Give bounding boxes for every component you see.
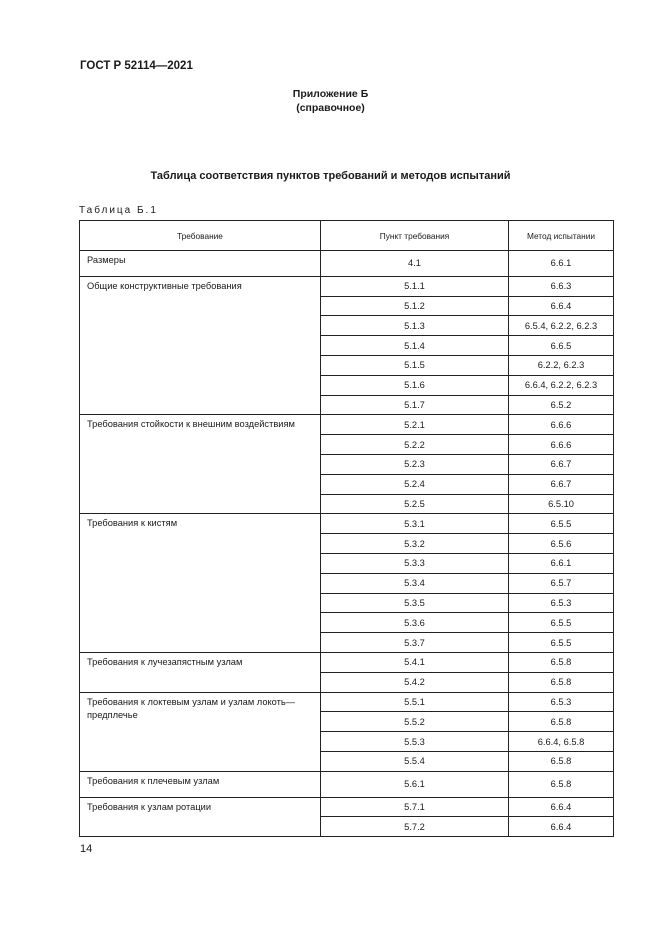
method-cell: 6.5.4, 6.2.2, 6.2.3 [509,316,614,336]
method-cell: 6.6.4 [509,817,614,837]
clause-cell: 5.1.1 [321,276,509,296]
method-cell: 6.6.7 [509,474,614,494]
clause-cell: 5.1.2 [321,296,509,316]
clause-cell: 5.3.4 [321,573,509,593]
table-row [80,771,614,797]
table-label: Таблица Б.1 [79,205,158,216]
method-cell: 6.6.4, 6.5.8 [509,732,614,752]
page-title: Таблица соответствия пунктов требований и методов испытаний [150,170,511,182]
method-cell: 6.5.7 [509,573,614,593]
clause-cell: 5.3.7 [321,633,509,653]
clause-cell: 5.2.3 [321,454,509,474]
table-row [80,415,614,435]
method-cell: 6.5.8 [509,771,614,797]
requirement-cell: Требования к лучезапястным узлам [80,652,321,692]
method-cell: 6.6.7 [509,454,614,474]
standard-code: ГОСТ Р 52114—2021 [80,60,193,72]
method-cell: 6.6.4, 6.2.2, 6.2.3 [509,375,614,395]
clause-cell: 5.3.1 [321,514,509,534]
method-cell: 6.5.5 [509,613,614,633]
clause-cell: 5.4.2 [321,672,509,692]
table-row [80,797,614,817]
clause-cell: 5.5.2 [321,712,509,732]
method-cell: 6.5.5 [509,514,614,534]
requirement-cell: Требования к плечевым узлам [80,771,321,797]
correspondence-table [79,220,614,837]
method-cell: 6.6.4 [509,296,614,316]
method-cell: 6.6.4 [509,797,614,817]
method-cell: 6.5.10 [509,494,614,514]
appendix-heading [0,87,661,115]
requirement-cell: Требования к кистям [80,514,321,653]
clause-cell: 5.1.6 [321,375,509,395]
clause-cell: 5.2.5 [321,494,509,514]
table-row [80,652,614,672]
method-cell: 6.5.3 [509,593,614,613]
clause-cell: 5.1.7 [321,395,509,415]
method-cell: 6.5.2 [509,395,614,415]
clause-cell: 5.3.3 [321,553,509,573]
clause-cell: 5.3.2 [321,534,509,554]
appendix-title: Приложение Б [292,88,369,100]
clause-cell: 5.2.4 [321,474,509,494]
clause-cell: 5.1.3 [321,316,509,336]
method-cell: 6.2.2, 6.2.3 [509,355,614,375]
clause-cell: 5.7.1 [321,797,509,817]
method-cell: 6.6.1 [509,251,614,277]
table-body [80,251,614,837]
column-header-clause: Пункт требования [321,221,509,251]
method-cell: 6.6.5 [509,336,614,356]
table-row [80,276,614,296]
requirement-cell: Размеры [80,251,321,277]
method-cell: 6.5.3 [509,692,614,712]
clause-cell: 5.1.5 [321,355,509,375]
requirement-cell: Общие конструктивные требования [80,276,321,415]
requirement-cell: Требования к узлам ротации [80,797,321,837]
clause-cell: 5.4.1 [321,652,509,672]
method-cell: 6.5.8 [509,672,614,692]
method-cell: 6.5.8 [509,712,614,732]
clause-cell: 5.5.3 [321,732,509,752]
column-header-method: Метод испытании [509,221,614,251]
clause-cell: 5.3.6 [321,613,509,633]
method-cell: 6.5.5 [509,633,614,653]
clause-cell: 5.5.1 [321,692,509,712]
method-cell: 6.5.8 [509,751,614,771]
clause-cell: 5.6.1 [321,771,509,797]
method-cell: 6.6.1 [509,553,614,573]
clause-cell: 5.2.2 [321,435,509,455]
page-number: 14 [80,843,93,855]
method-cell: 6.6.6 [509,435,614,455]
method-cell: 6.5.8 [509,652,614,672]
requirement-cell: Требования к локтевым узлам и узлам локоть—предплечье [80,692,321,771]
clause-cell: 5.7.2 [321,817,509,837]
clause-cell: 5.1.4 [321,336,509,356]
clause-cell: 5.3.5 [321,593,509,613]
table-row [80,514,614,534]
method-cell: 6.5.6 [509,534,614,554]
column-header-requirement: Требование [80,221,321,251]
method-cell: 6.6.6 [509,415,614,435]
clause-cell: 5.2.1 [321,415,509,435]
table-header-row [80,221,614,251]
table-row [80,251,614,277]
table-row [80,692,614,712]
requirement-cell: Требования стойкости к внешним воздействиям [80,415,321,514]
method-cell: 6.6.3 [509,276,614,296]
clause-cell: 4.1 [321,251,509,277]
appendix-subtitle: (справочное) [296,102,365,114]
clause-cell: 5.5.4 [321,751,509,771]
